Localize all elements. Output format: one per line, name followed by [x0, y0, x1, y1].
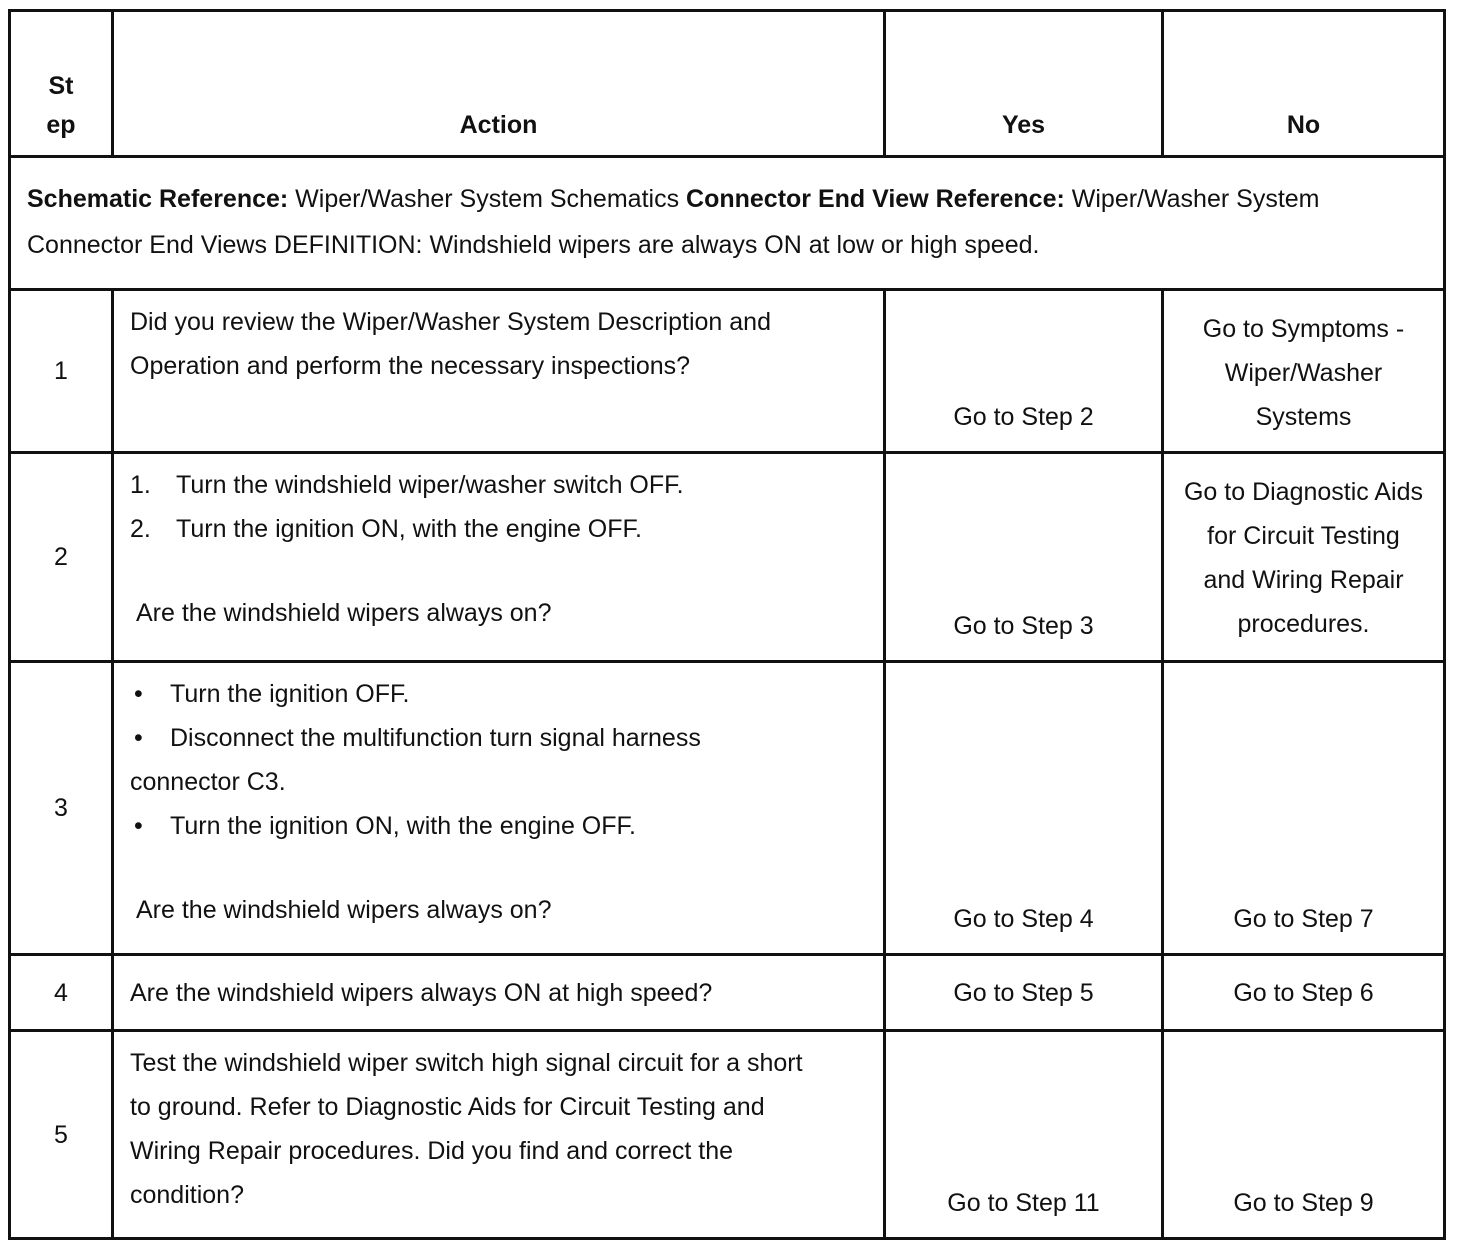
header-no: No — [1163, 11, 1445, 157]
list-text: Turn the ignition ON, with the engine OFF. — [170, 812, 636, 840]
list-text: Turn the ignition ON, with the engine OFF. — [176, 515, 642, 543]
connector-reference-label: Connector End View Reference: — [686, 185, 1065, 213]
yes-cell: Go to Step 5 — [885, 955, 1163, 1031]
no-cell: Go to Step 6 — [1163, 955, 1445, 1031]
header-yes: Yes — [885, 11, 1163, 157]
action-text: Did you review the Wiper/Washer System Description and Operation and perform the necessary inspections? — [130, 308, 771, 380]
connector-reference-text: Wiper/Washer System Connector End Views DEFINITION: Windshield wipers are always ON at low or high speed. — [27, 185, 1320, 259]
list-marker: 1. — [130, 471, 151, 499]
no-cell: Go to Step 7 — [1163, 662, 1445, 955]
yes-cell: Go to Step 11 — [885, 1031, 1163, 1239]
step-number: 5 — [10, 1031, 113, 1239]
header-step: St ep — [10, 11, 113, 157]
step-number: 2 — [10, 453, 113, 662]
header-action: Action — [113, 11, 885, 157]
diagnostic-table — [8, 9, 1446, 1240]
step-number: 3 — [10, 662, 113, 955]
step-number: 1 — [10, 290, 113, 453]
action-text: Test the windshield wiper switch high signal circuit for a short to ground. Refer to Diagnostic Aids for Circuit Testing and Wiring Repair procedures. Did you find and correct the condition? — [130, 1049, 803, 1209]
action-cell — [113, 453, 885, 662]
yes-cell: Go to Step 3 — [885, 453, 1163, 662]
list-continuation: connector C3. — [130, 768, 286, 796]
list-item — [130, 716, 867, 760]
reference-row — [10, 157, 1445, 290]
list-item — [130, 672, 867, 716]
action-cell — [113, 290, 885, 453]
list-item — [130, 507, 867, 551]
list-text: Disconnect the multifunction turn signal harness — [170, 724, 701, 752]
list-text: Turn the windshield wiper/washer switch OFF. — [176, 471, 684, 499]
table-row — [10, 290, 1445, 453]
action-cell — [113, 1031, 885, 1239]
table-row — [10, 955, 1445, 1031]
no-cell: Go to Step 9 — [1163, 1031, 1445, 1239]
action-cell — [113, 662, 885, 955]
table-row — [10, 1031, 1445, 1239]
question-text: Are the windshield wipers always on? — [136, 599, 552, 627]
no-text: Go to Symptoms - Wiper/Washer Systems — [1202, 315, 1405, 431]
list-text: Turn the ignition OFF. — [170, 680, 410, 708]
yes-cell: Go to Step 4 — [885, 662, 1163, 955]
list-marker: 2. — [130, 515, 151, 543]
no-cell — [1163, 290, 1445, 453]
bullet-marker: • — [134, 724, 143, 752]
no-cell — [1163, 453, 1445, 662]
yes-cell: Go to Step 2 — [885, 290, 1163, 453]
step-number: 4 — [10, 955, 113, 1031]
no-text: Go to Diagnostic Aids for Circuit Testing and Wiring Repair procedures. — [1183, 478, 1423, 638]
schematic-reference-label: Schematic Reference: — [27, 185, 289, 213]
schematic-reference-text: Wiper/Washer System Schematics — [288, 185, 687, 213]
action-cell: Are the windshield wipers always ON at high speed? — [113, 955, 885, 1031]
table-row — [10, 662, 1445, 955]
list-item — [130, 804, 867, 848]
table-row — [10, 453, 1445, 662]
reference-cell — [10, 157, 1445, 290]
header-row — [10, 11, 1445, 157]
list-item — [130, 463, 867, 507]
bullet-marker: • — [134, 812, 143, 840]
bullet-marker: • — [134, 680, 143, 708]
question-text: Are the windshield wipers always on? — [136, 896, 552, 924]
